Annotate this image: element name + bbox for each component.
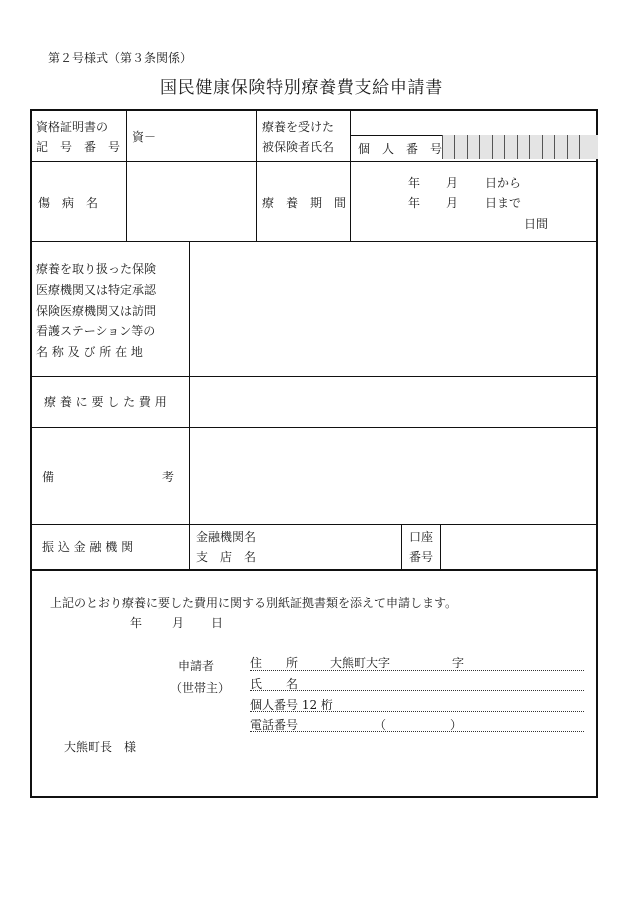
branch-name-label: 支 店 名 xyxy=(196,550,257,564)
period-from-month: 月 xyxy=(446,176,459,190)
personal-number-digit-box[interactable] xyxy=(479,135,492,159)
institution-label-line: 医療機関又は特定承認 xyxy=(36,283,157,297)
cert-number-label: 資格証明書の xyxy=(36,120,109,134)
addressee: 大熊町長 様 xyxy=(64,740,137,754)
col-divider-a xyxy=(126,109,127,242)
treatment-cost-label: 療 養 に 要 し た 費 用 xyxy=(44,395,167,409)
phone-line[interactable] xyxy=(250,731,584,732)
applicant-personal-number-label: 個人番号 12 桁 xyxy=(250,698,333,712)
insured-person-label-2: 被保険者氏名 xyxy=(262,140,335,154)
personal-number-digit-box[interactable] xyxy=(554,135,567,159)
address-aza: 字 xyxy=(452,656,465,670)
remarks-label: 備 xyxy=(42,470,55,484)
illness-name-label: 傷 病 名 xyxy=(38,196,99,210)
date-day: 日 xyxy=(211,616,224,630)
col-divider-f xyxy=(440,524,441,570)
personal-number-digit-box[interactable] xyxy=(579,135,598,159)
period-from-year: 年 xyxy=(408,176,421,190)
name-line[interactable] xyxy=(250,690,584,691)
col-divider-b xyxy=(256,109,257,242)
date-month: 月 xyxy=(172,616,185,630)
row-divider-1 xyxy=(30,161,598,162)
name-label: 氏 名 xyxy=(250,677,299,691)
cert-number-value[interactable]: 資－ xyxy=(132,130,157,144)
row-divider-4 xyxy=(30,427,598,428)
household-head-label: （世帯主） xyxy=(170,681,231,695)
institution-label-line: 名 称 及 び 所 在 地 xyxy=(36,345,143,359)
period-to-day: 日まで xyxy=(485,196,522,210)
treatment-period-label: 療 養 期 間 xyxy=(262,196,347,210)
phone-paren-close: ） xyxy=(450,718,463,732)
phone-label: 電話番号 xyxy=(250,718,299,732)
date-year: 年 xyxy=(130,616,143,630)
institution-label-line: 保険医療機関又は訪問 xyxy=(36,304,157,318)
personal-number-digit-box[interactable] xyxy=(454,135,467,159)
page-title: 国民健康保険特別療養費支給申請書 xyxy=(160,78,443,98)
institution-label-line: 療養を取り扱った保険 xyxy=(36,262,157,276)
period-from-day: 日から xyxy=(485,176,522,190)
row-divider-3 xyxy=(30,376,598,377)
bank-label: 振 込 金 融 機 関 xyxy=(42,540,134,554)
account-number-label-2: 番号 xyxy=(409,550,434,564)
personal-number-label: 個 人 番 号 xyxy=(358,142,443,156)
form-number: 第２号様式（第３条関係） xyxy=(48,51,193,65)
cert-number-label-2: 記 号 番 号 xyxy=(36,140,121,154)
row-divider-2 xyxy=(30,241,598,242)
address-line[interactable] xyxy=(250,670,584,671)
row-divider-5 xyxy=(30,524,598,525)
col-divider-c xyxy=(350,109,351,242)
bank-name-label: 金融機関名 xyxy=(196,530,257,544)
personal-number-digit-box[interactable] xyxy=(529,135,542,159)
period-to-month: 月 xyxy=(446,196,459,210)
applicant-label: 申請者 xyxy=(178,659,215,673)
address-town: 大熊町大字 xyxy=(330,656,391,670)
application-form-table xyxy=(30,109,598,798)
phone-paren-open: （ xyxy=(374,718,387,732)
period-days: 日間 xyxy=(524,217,549,231)
insured-person-label: 療養を受けた xyxy=(262,120,335,134)
col-divider-d xyxy=(189,241,190,570)
address-label: 住 所 xyxy=(250,656,299,670)
personal-number-digit-box[interactable] xyxy=(504,135,517,159)
institution-label-line: 看護ステーション等の xyxy=(36,324,156,338)
remarks-label-2: 考 xyxy=(162,470,175,484)
col-divider-e xyxy=(401,524,402,570)
declaration-statement: 上記のとおり療養に要した費用に関する別紙証拠書類を添えて申請します。 xyxy=(50,596,458,610)
account-number-label: 口座 xyxy=(409,530,434,544)
period-to-year: 年 xyxy=(408,196,421,210)
row-divider-6 xyxy=(30,569,598,571)
